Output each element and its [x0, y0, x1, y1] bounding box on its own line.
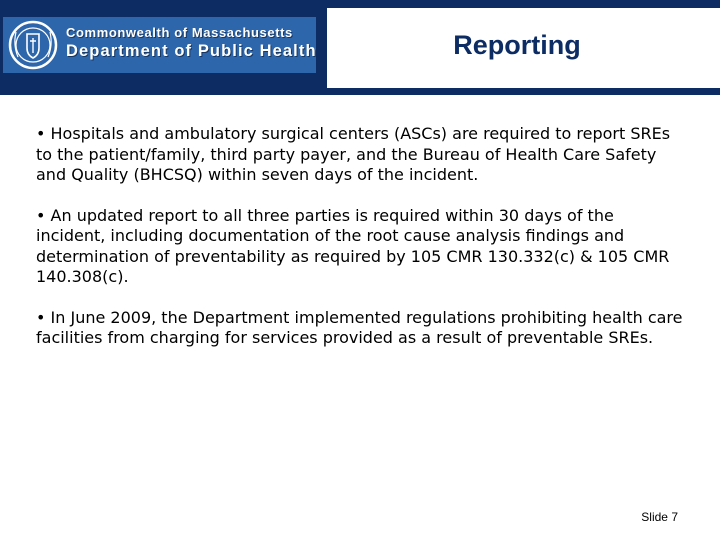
state-seal-icon — [8, 20, 58, 70]
logo-line-1: Commonwealth of Massachusetts — [66, 25, 293, 40]
header-divider — [0, 92, 720, 95]
bullet-updated-report: • An updated report to all three parties is required within 30 days of the incident, including documentation of the root cause analysis findings and determination of preventability as required by 105 CMR 130.332(c) & 105 CMR 140.308(c). — [36, 205, 670, 286]
logo-line-2: Department of Public Health — [66, 42, 317, 60]
header-bar — [0, 0, 720, 92]
bullet-reporting-deadline: • Hospitals and ambulatory surgical centers (ASCs) are required to report SREs to the patient/family, third party payer, and the Bureau of Health Care Safety and Quality (BHCSQ) within seven days of the incident. — [36, 124, 671, 184]
slide-title: Reporting — [453, 30, 581, 60]
slide-body — [36, 124, 686, 369]
bullet-charging-prohibition: • In June 2009, the Department implemented regulations prohibiting health care facilities from charging for services provided as a result of preventable SREs. — [36, 307, 683, 347]
dph-logo — [3, 17, 316, 73]
title-box — [327, 8, 720, 88]
slide-number: Slide 7 — [641, 510, 678, 524]
